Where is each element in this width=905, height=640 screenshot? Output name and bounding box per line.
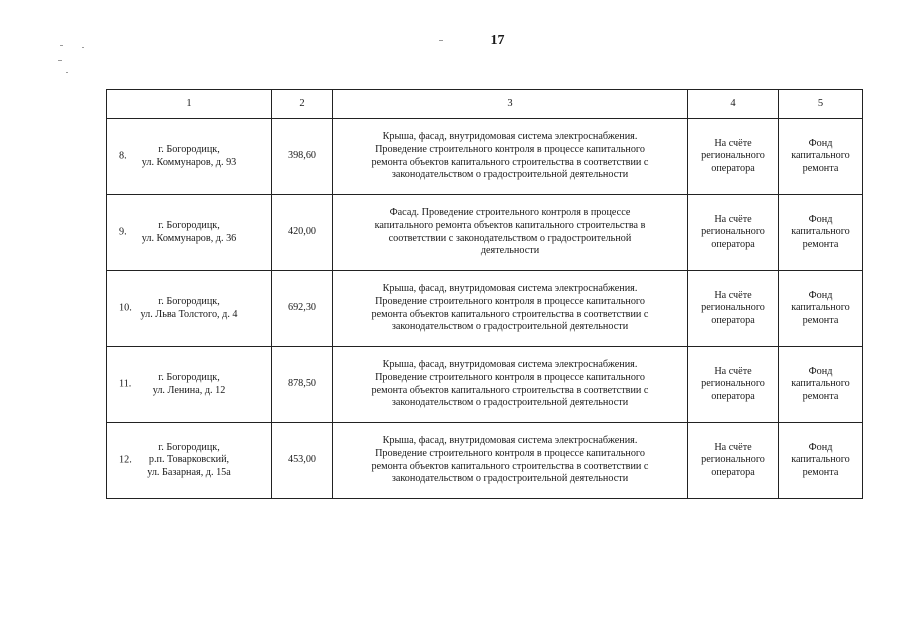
works-cell bbox=[333, 271, 688, 347]
table-row bbox=[107, 271, 863, 347]
account-line: оператора bbox=[711, 238, 755, 250]
address-line: ул. Коммунаров, д. 36 bbox=[141, 232, 237, 244]
fund-line: капитального bbox=[791, 454, 850, 466]
address-cell bbox=[107, 119, 272, 195]
fund-cell bbox=[779, 423, 863, 499]
address-line: г. Богородицк, bbox=[158, 371, 220, 383]
works-cell bbox=[333, 347, 688, 423]
fund-cell bbox=[779, 119, 863, 195]
repair-works-table bbox=[106, 89, 863, 499]
account-cell bbox=[688, 347, 779, 423]
works-line: соответствии с законодательством о градостроительной bbox=[388, 232, 632, 244]
works-line: Проведение строительного контроля в процессе капитального bbox=[375, 371, 645, 383]
address-line: г. Богородицк, bbox=[158, 295, 220, 307]
account-line: На счёте bbox=[714, 137, 752, 149]
address-line: г. Богородицк, bbox=[158, 219, 220, 231]
column-header: 1 bbox=[107, 90, 272, 119]
address-cell bbox=[107, 195, 272, 271]
account-line: На счёте bbox=[714, 441, 752, 453]
fund-line: ремонта bbox=[802, 162, 839, 174]
works-line: законодательством о градостроительной деятельности bbox=[391, 169, 629, 181]
row-number: 8. bbox=[119, 150, 127, 162]
page-number: 17 bbox=[490, 33, 505, 48]
address-line: р.п. Товарковский, bbox=[148, 454, 230, 466]
works-cell bbox=[333, 423, 688, 499]
works-line: Крыша, фасад, внутридомовая система электроснабжения. bbox=[382, 435, 638, 447]
address-line: г. Богородицк, bbox=[158, 143, 220, 155]
row-number: 11. bbox=[119, 378, 132, 390]
account-line: оператора bbox=[711, 162, 755, 174]
works-line: ремонта объектов капитального строительства в соответствии с bbox=[371, 308, 649, 320]
fund-line: Фонд bbox=[808, 365, 833, 377]
column-header: 4 bbox=[688, 90, 779, 119]
address-cell bbox=[107, 271, 272, 347]
fund-line: Фонд bbox=[808, 137, 833, 149]
table-row bbox=[107, 347, 863, 423]
account-cell bbox=[688, 423, 779, 499]
scan-speck bbox=[58, 60, 62, 61]
works-line: ремонта объектов капитального строительства в соответствии с bbox=[371, 460, 649, 472]
address-line: ул. Базарная, д. 15а bbox=[147, 466, 231, 478]
scan-speck bbox=[66, 72, 68, 73]
account-cell bbox=[688, 195, 779, 271]
fund-line: Фонд bbox=[808, 441, 833, 453]
address-line: г. Богородицк, bbox=[158, 441, 220, 453]
row-number: 12. bbox=[119, 454, 132, 466]
table-header-row bbox=[107, 90, 863, 119]
works-line: законодательством о градостроительной деятельности bbox=[391, 473, 629, 485]
account-line: На счёте bbox=[714, 213, 752, 225]
address-line: ул. Ленина, д. 12 bbox=[152, 384, 226, 396]
account-line: На счёте bbox=[714, 289, 752, 301]
row-number: 10. bbox=[119, 302, 132, 314]
account-cell bbox=[688, 271, 779, 347]
value-cell: 878,50 bbox=[272, 347, 333, 423]
address-cell bbox=[107, 423, 272, 499]
fund-cell bbox=[779, 195, 863, 271]
account-line: оператора bbox=[711, 466, 755, 478]
account-line: На счёте bbox=[714, 365, 752, 377]
value-cell: 453,00 bbox=[272, 423, 333, 499]
works-line: деятельности bbox=[480, 245, 540, 257]
column-header: 5 bbox=[779, 90, 863, 119]
works-line: Фасад. Проведение строительного контроля в процессе bbox=[389, 207, 631, 219]
fund-line: ремонта bbox=[802, 314, 839, 326]
column-header: 2 bbox=[272, 90, 333, 119]
account-line: оператора bbox=[711, 314, 755, 326]
account-line: регионального bbox=[701, 150, 765, 162]
fund-cell bbox=[779, 271, 863, 347]
fund-line: ремонта bbox=[802, 390, 839, 402]
works-line: законодательством о градостроительной деятельности bbox=[391, 321, 629, 333]
value-cell: 398,60 bbox=[272, 119, 333, 195]
works-cell bbox=[333, 195, 688, 271]
works-line: Крыша, фасад, внутридомовая система электроснабжения. bbox=[382, 131, 638, 143]
fund-line: капитального bbox=[791, 150, 850, 162]
fund-line: ремонта bbox=[802, 466, 839, 478]
works-line: Крыша, фасад, внутридомовая система электроснабжения. bbox=[382, 283, 638, 295]
table-row bbox=[107, 195, 863, 271]
account-line: регионального bbox=[701, 226, 765, 238]
works-line: законодательством о градостроительной деятельности bbox=[391, 397, 629, 409]
address-line: ул. Коммунаров, д. 93 bbox=[141, 156, 237, 168]
works-line: Проведение строительного контроля в процессе капитального bbox=[375, 447, 645, 459]
works-line: ремонта объектов капитального строительства в соответствии с bbox=[371, 384, 649, 396]
column-header: 3 bbox=[333, 90, 688, 119]
account-line: оператора bbox=[711, 390, 755, 402]
row-number: 9. bbox=[119, 226, 127, 238]
works-line: ремонта объектов капитального строительства в соответствии с bbox=[371, 156, 649, 168]
account-line: регионального bbox=[701, 454, 765, 466]
fund-line: Фонд bbox=[808, 213, 833, 225]
account-cell bbox=[688, 119, 779, 195]
table-row bbox=[107, 119, 863, 195]
works-line: Проведение строительного контроля в процессе капитального bbox=[375, 295, 645, 307]
value-cell: 420,00 bbox=[272, 195, 333, 271]
fund-line: Фонд bbox=[808, 289, 833, 301]
address-cell bbox=[107, 347, 272, 423]
fund-line: капитального bbox=[791, 226, 850, 238]
fund-line: капитального bbox=[791, 378, 850, 390]
fund-line: капитального bbox=[791, 302, 850, 314]
works-line: Крыша, фасад, внутридомовая система электроснабжения. bbox=[382, 359, 638, 371]
account-line: регионального bbox=[701, 378, 765, 390]
account-line: регионального bbox=[701, 302, 765, 314]
fund-line: ремонта bbox=[802, 238, 839, 250]
address-line: ул. Льва Толстого, д. 4 bbox=[140, 308, 238, 320]
works-line: капитального ремонта объектов капитального строительства в bbox=[374, 219, 646, 231]
fund-cell bbox=[779, 347, 863, 423]
value-cell: 692,30 bbox=[272, 271, 333, 347]
works-line: Проведение строительного контроля в процессе капитального bbox=[375, 143, 645, 155]
table-row bbox=[107, 423, 863, 499]
works-cell bbox=[333, 119, 688, 195]
